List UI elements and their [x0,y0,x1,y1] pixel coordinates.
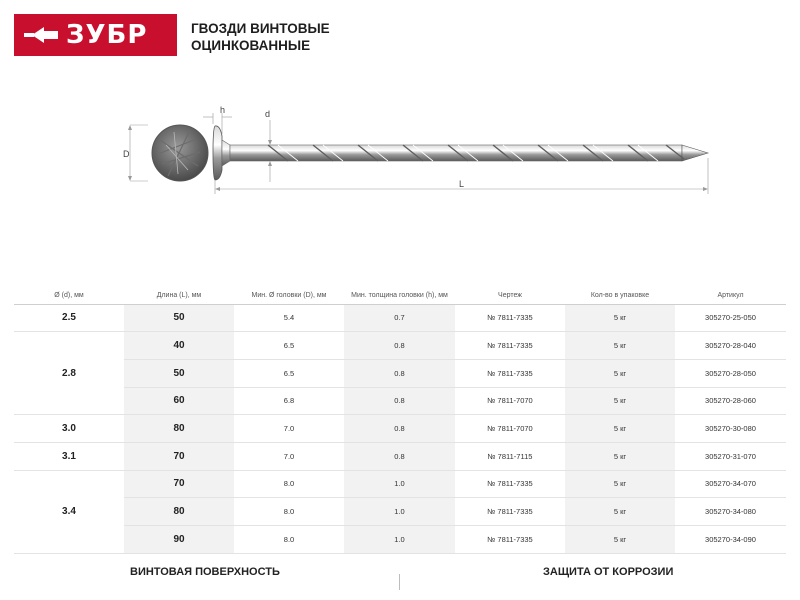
drawing-cell: № 7811-7115 [455,442,565,470]
head-thickness-cell: 0.8 [344,415,455,443]
head-thickness-cell: 1.0 [344,498,455,526]
drawing-cell: № 7811-7335 [455,498,565,526]
head-thickness-cell: 1.0 [344,526,455,554]
length-cell: 40 [124,332,234,360]
specs-table [14,288,786,554]
diameter-cell: 2.5 [14,304,124,332]
length-cell: 60 [124,387,234,415]
head-diameter-cell: 8.0 [234,470,344,498]
length-cell: 80 [124,415,234,443]
quantity-cell: 5 кг [565,470,675,498]
brand-logo [14,14,177,56]
product-title-line2: ОЦИНКОВАННЫЕ [191,38,311,53]
table-row [14,415,786,443]
head-thickness-cell: 0.8 [344,387,455,415]
table-row [14,526,786,554]
article-cell: 305270-30-080 [675,415,786,443]
feature-corrosion-protection: ЗАЩИТА ОТ КОРРОЗИИ [543,566,674,578]
quantity-cell: 5 кг [565,526,675,554]
head-thickness-cell: 0.8 [344,332,455,360]
header-head-thickness: Мин. толщина головки (h), мм [344,288,455,304]
header-diameter: Ø (d), мм [14,288,124,304]
head-diameter-cell: 7.0 [234,415,344,443]
brand-name: ЗУБР [66,20,148,50]
head-thickness-cell: 0.8 [344,442,455,470]
article-cell: 305270-31-070 [675,442,786,470]
product-title-line1: ГВОЗДИ ВИНТОВЫЕ [191,21,330,36]
header-quantity: Кол-во в упаковке [565,288,675,304]
length-cell: 50 [124,304,234,332]
table-row [14,387,786,415]
drawing-cell: № 7811-7070 [455,387,565,415]
drawing-cell: № 7811-7335 [455,470,565,498]
article-cell: 305270-28-040 [675,332,786,360]
table-row [14,498,786,526]
article-cell: 305270-34-070 [675,470,786,498]
diameter-cell: 3.0 [14,415,124,443]
drawing-cell: № 7811-7335 [455,526,565,554]
diameter-cell: 2.8 [14,332,124,415]
diameter-cell: 3.4 [14,470,124,553]
quantity-cell: 5 кг [565,359,675,387]
drawing-cell: № 7811-7335 [455,332,565,360]
article-cell: 305270-34-080 [675,498,786,526]
drawing-cell: № 7811-7335 [455,304,565,332]
head-diameter-cell: 5.4 [234,304,344,332]
head-diameter-cell: 6.5 [234,359,344,387]
quantity-cell: 5 кг [565,415,675,443]
header-length: Длина (L), мм [124,288,234,304]
length-cell: 70 [124,442,234,470]
drawing-cell: № 7811-7070 [455,415,565,443]
header-article: Артикул [675,288,786,304]
header-head-diameter: Мин. Ø головки (D), мм [234,288,344,304]
head-diameter-cell: 6.8 [234,387,344,415]
nail-head-front-view [152,125,208,181]
drawing-cell: № 7811-7335 [455,359,565,387]
footer-divider [399,574,400,590]
length-cell: 50 [124,359,234,387]
label-h: h [220,105,226,115]
nail-technical-drawing [118,100,718,200]
article-cell: 305270-28-060 [675,387,786,415]
quantity-cell: 5 кг [565,387,675,415]
nail-side-view [213,126,708,180]
dimension-D [123,125,148,181]
head-diameter-cell: 8.0 [234,526,344,554]
quantity-cell: 5 кг [565,498,675,526]
head-diameter-cell: 7.0 [234,442,344,470]
header-drawing: Чертеж [455,288,565,304]
diameter-cell: 3.1 [14,442,124,470]
label-L: L [459,179,465,189]
table-row [14,470,786,498]
length-cell: 90 [124,526,234,554]
table-header-row [14,288,786,304]
quantity-cell: 5 кг [565,442,675,470]
feature-screw-surface: ВИНТОВАЯ ПОВЕРХНОСТЬ [130,566,280,578]
dimension-L [215,158,708,194]
product-title [191,20,330,54]
length-cell: 80 [124,498,234,526]
article-cell: 305270-28-050 [675,359,786,387]
label-D: D [123,149,130,159]
table-row [14,442,786,470]
head-diameter-cell: 6.5 [234,332,344,360]
table-row [14,359,786,387]
quantity-cell: 5 кг [565,332,675,360]
table-row [14,304,786,332]
length-cell: 70 [124,470,234,498]
table-row [14,332,786,360]
head-thickness-cell: 0.8 [344,359,455,387]
article-cell: 305270-34-090 [675,526,786,554]
quantity-cell: 5 кг [565,304,675,332]
label-d: d [265,109,271,119]
head-thickness-cell: 1.0 [344,470,455,498]
head-thickness-cell: 0.7 [344,304,455,332]
head-diameter-cell: 8.0 [234,498,344,526]
article-cell: 305270-25-050 [675,304,786,332]
